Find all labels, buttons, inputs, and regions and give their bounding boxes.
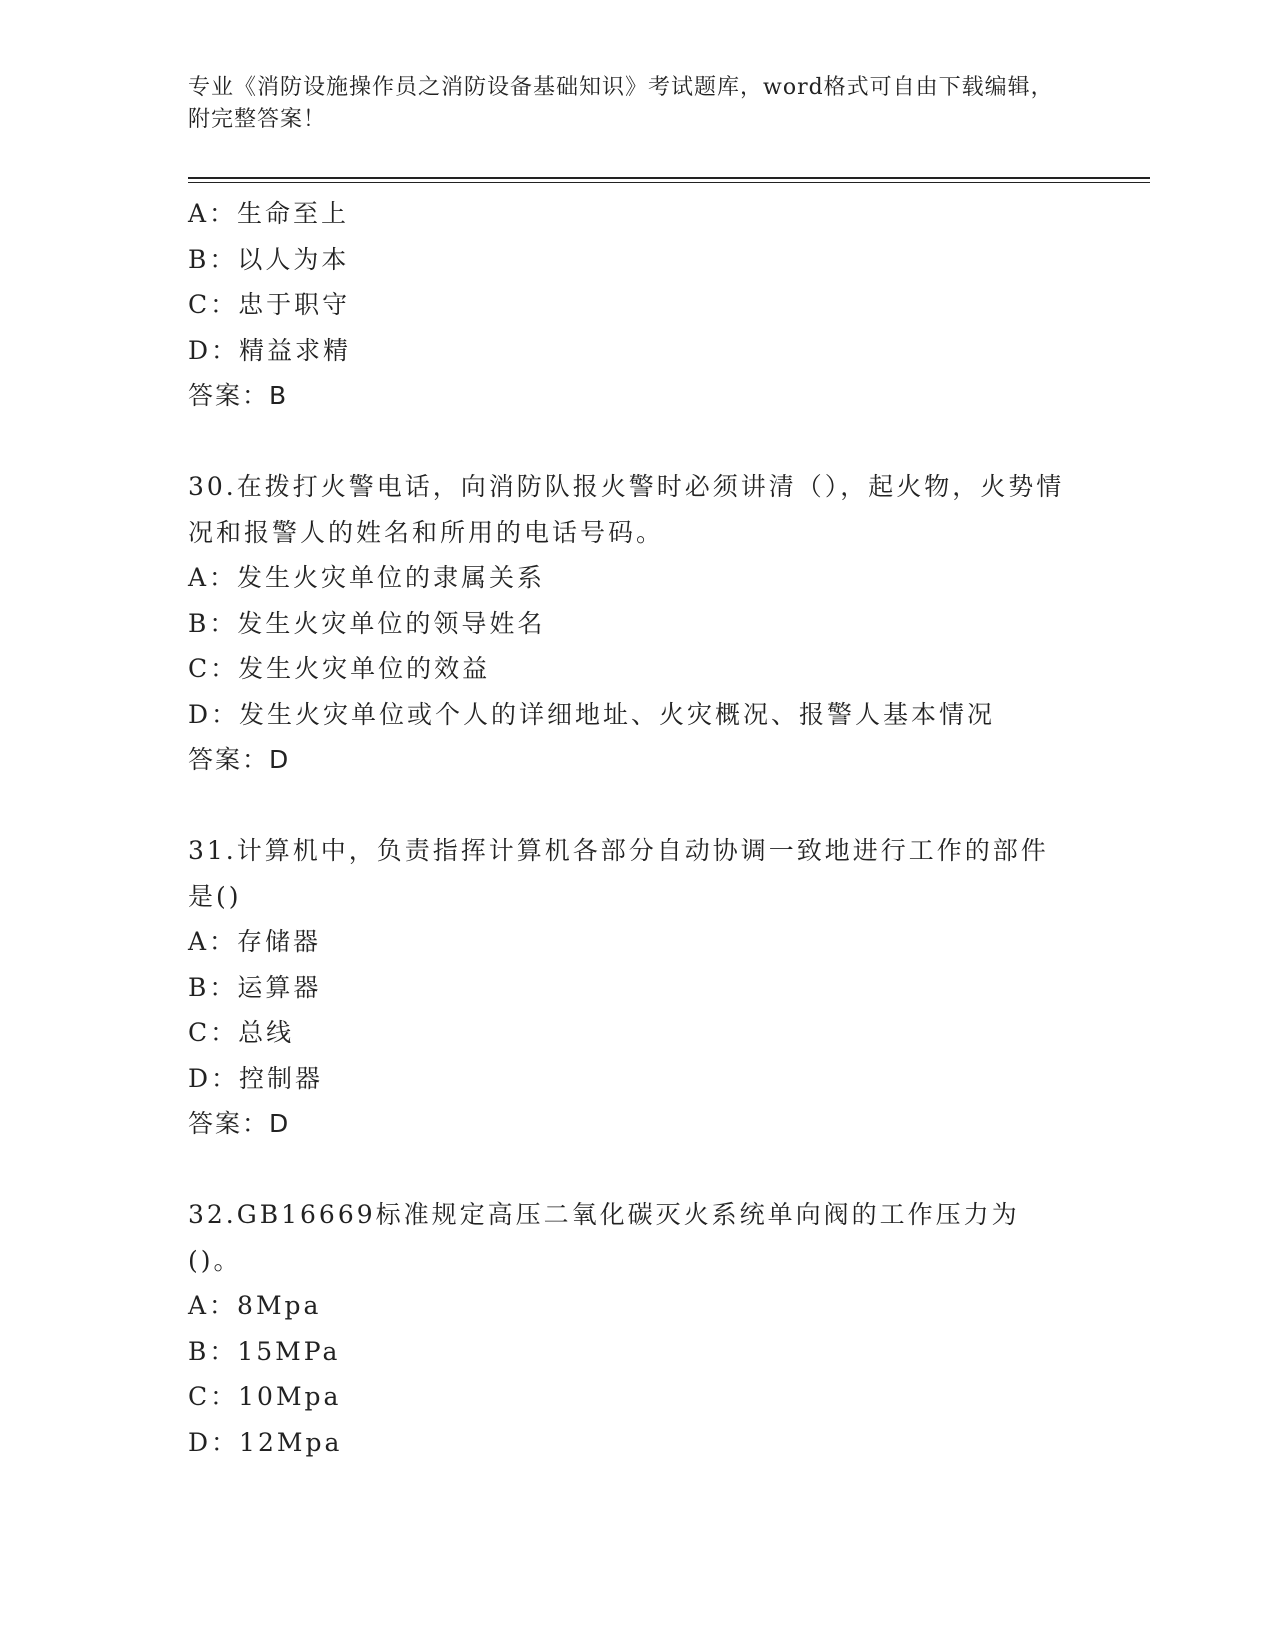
option-c: C：10Mpa xyxy=(188,1382,342,1411)
question-text: 32.GB16669标准规定高压二氧化碳灭火系统单向阀的工作压力为()。 xyxy=(188,1200,1020,1275)
option-d: D：精益求精 xyxy=(188,335,352,365)
answer-line: 答案：D xyxy=(188,745,291,774)
option-d: D：发生火灾单位或个人的详细地址、火灾概况、报警人基本情况 xyxy=(188,699,996,729)
question-31 xyxy=(188,828,1088,1147)
option-b: B：以人为本 xyxy=(188,244,350,274)
question-text: 30.在拨打火警电话，向消防队报火警时必须讲清（），起火物，火势情况和报警人的姓名和所用的电话号码。 xyxy=(188,472,1065,547)
option-d: D：12Mpa xyxy=(188,1427,343,1457)
question-30 xyxy=(188,464,1088,783)
prev-question-options xyxy=(188,191,1088,419)
document-header: 专业《消防设施操作员之消防设备基础知识》考试题库，word格式可自由下载编辑，附完整答案！ xyxy=(188,75,1054,132)
option-a: A：发生火灾单位的隶属关系 xyxy=(188,563,546,592)
header-divider-thin xyxy=(188,182,1150,183)
option-b: B：发生火灾单位的领导姓名 xyxy=(188,608,546,638)
option-c: C：发生火灾单位的效益 xyxy=(188,654,491,683)
question-text: 31.计算机中，负责指挥计算机各部分自动协调一致地进行工作的部件是() xyxy=(188,836,1049,911)
spacer xyxy=(188,419,1088,465)
answer-line: 答案：D xyxy=(188,1109,291,1138)
option-a: A：生命至上 xyxy=(188,199,350,228)
answer-line: 答案：B xyxy=(188,381,289,410)
option-b: B：15MPa xyxy=(188,1336,341,1366)
header-divider-thick xyxy=(188,177,1150,179)
option-c: C：总线 xyxy=(188,1018,295,1047)
option-d: D：控制器 xyxy=(188,1063,324,1093)
option-c: C：忠于职守 xyxy=(188,290,351,319)
spacer xyxy=(188,783,1088,829)
question-32 xyxy=(188,1192,1088,1465)
spacer xyxy=(188,1147,1088,1193)
option-a: A：8Mpa xyxy=(188,1291,322,1320)
question-list xyxy=(188,191,1088,1465)
option-a: A：存储器 xyxy=(188,927,322,956)
option-b: B：运算器 xyxy=(188,972,322,1002)
